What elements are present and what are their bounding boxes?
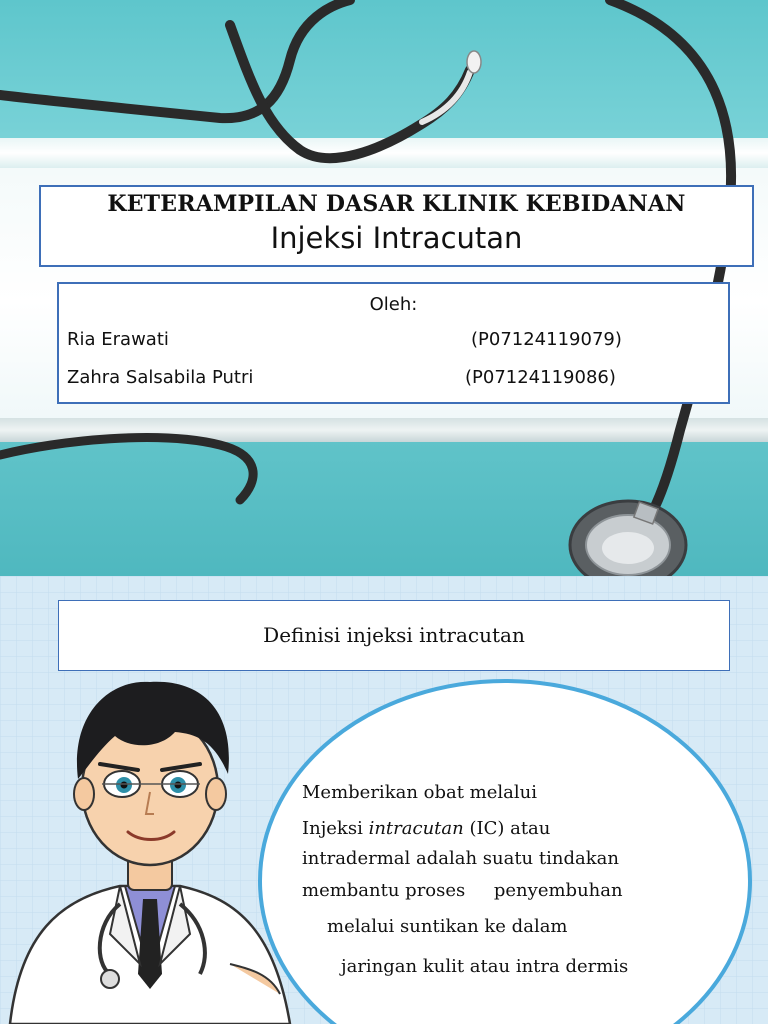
author-nim: (P07124119079) <box>471 329 622 350</box>
authors-box <box>57 282 730 404</box>
author-name: Ria Erawati <box>67 329 169 350</box>
definition-text: Injeksi <box>302 818 369 839</box>
doctor-icon <box>0 674 320 1024</box>
definition-heading: Definisi injeksi intracutan <box>58 600 730 671</box>
by-label: Oleh: <box>369 294 418 315</box>
definition-line: melalui suntikan ke dalam <box>327 916 568 937</box>
definition-term: intracutan <box>368 818 464 839</box>
definition-slide <box>0 576 768 1024</box>
definition-text: (IC) atau <box>463 818 551 839</box>
definition-line <box>302 818 550 839</box>
course-title: KETERAMPILAN DASAR KLINIK KEBIDANAN <box>107 191 686 217</box>
author-nim: (P07124119086) <box>465 367 616 388</box>
definition-line: Memberikan obat melalui <box>302 782 538 803</box>
topic-title: Injeksi Intracutan <box>270 221 523 255</box>
definition-line: membantu proses penyembuhan <box>302 880 623 901</box>
definition-line: jaringan kulit atau intra dermis <box>341 956 629 977</box>
author-name: Zahra Salsabila Putri <box>67 367 254 388</box>
title-box <box>39 185 754 267</box>
definition-line: intradermal adalah suatu tindakan <box>302 848 619 869</box>
